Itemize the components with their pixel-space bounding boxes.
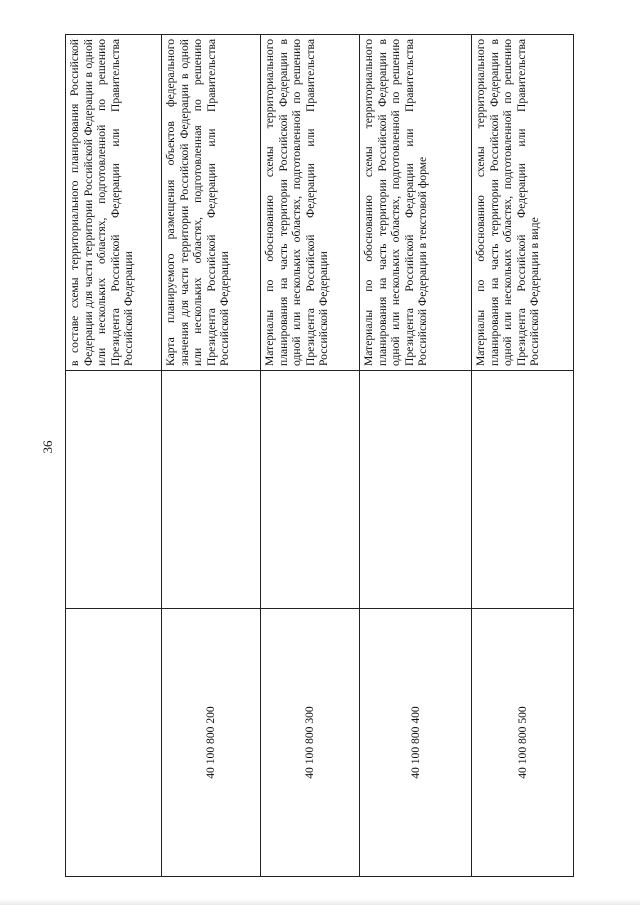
empty-cell <box>162 371 261 609</box>
description-cell: Материалы по обоснованию схемы территориального планирования на часть территории Российской Федерации в одной или нескольких областях, подготовленной по решению Президента Российской Федерации или Правительства Российской Федерации <box>261 35 360 371</box>
empty-cell <box>66 371 162 609</box>
description-cell: Материалы по обоснованию схемы территориального планирования на часть территории Российской Федерации в одной или нескольких областях, подготовленной по решению Президента Российской Федерации или Правительства Российской Федерации в текстовой форме <box>360 35 472 371</box>
description-cell: Материалы по обоснованию схемы территориального планирования на часть территории Российской Федерации в одной или нескольких областях, подготовленной по решению Президента Российской Федерации или Правительства Российской Федерации в виде <box>472 35 574 371</box>
code-cell: 40 100 800 200 <box>162 609 261 877</box>
rotated-table-container <box>65 35 573 877</box>
scan-edge-shadow <box>0 899 640 905</box>
empty-cell <box>261 371 360 609</box>
table-row <box>162 35 261 877</box>
table-row <box>360 35 472 877</box>
code-cell: 40 100 800 500 <box>472 609 574 877</box>
classification-table <box>65 34 574 877</box>
description-cell: в составе схемы территориального планирования Российской Федерации для части территории Российской Федерации в одной или нескольких областях, подготовленной по решению Президента Российской Федерации или Правительства Российской Федерации <box>66 35 162 371</box>
table-row <box>261 35 360 877</box>
description-cell: Карта планируемого размещения объектов федерального значения для части территории Российской Федерации в одной или нескольких областях, подготовленная по решению Президента Российской Федерации или Правительства Российской Федерации <box>162 35 261 371</box>
empty-cell <box>360 371 472 609</box>
empty-cell <box>472 371 574 609</box>
table-row <box>472 35 574 877</box>
code-cell <box>66 609 162 877</box>
code-cell: 40 100 800 300 <box>261 609 360 877</box>
code-cell: 40 100 800 400 <box>360 609 472 877</box>
page-number: 36 <box>40 440 55 454</box>
table-row <box>66 35 162 877</box>
